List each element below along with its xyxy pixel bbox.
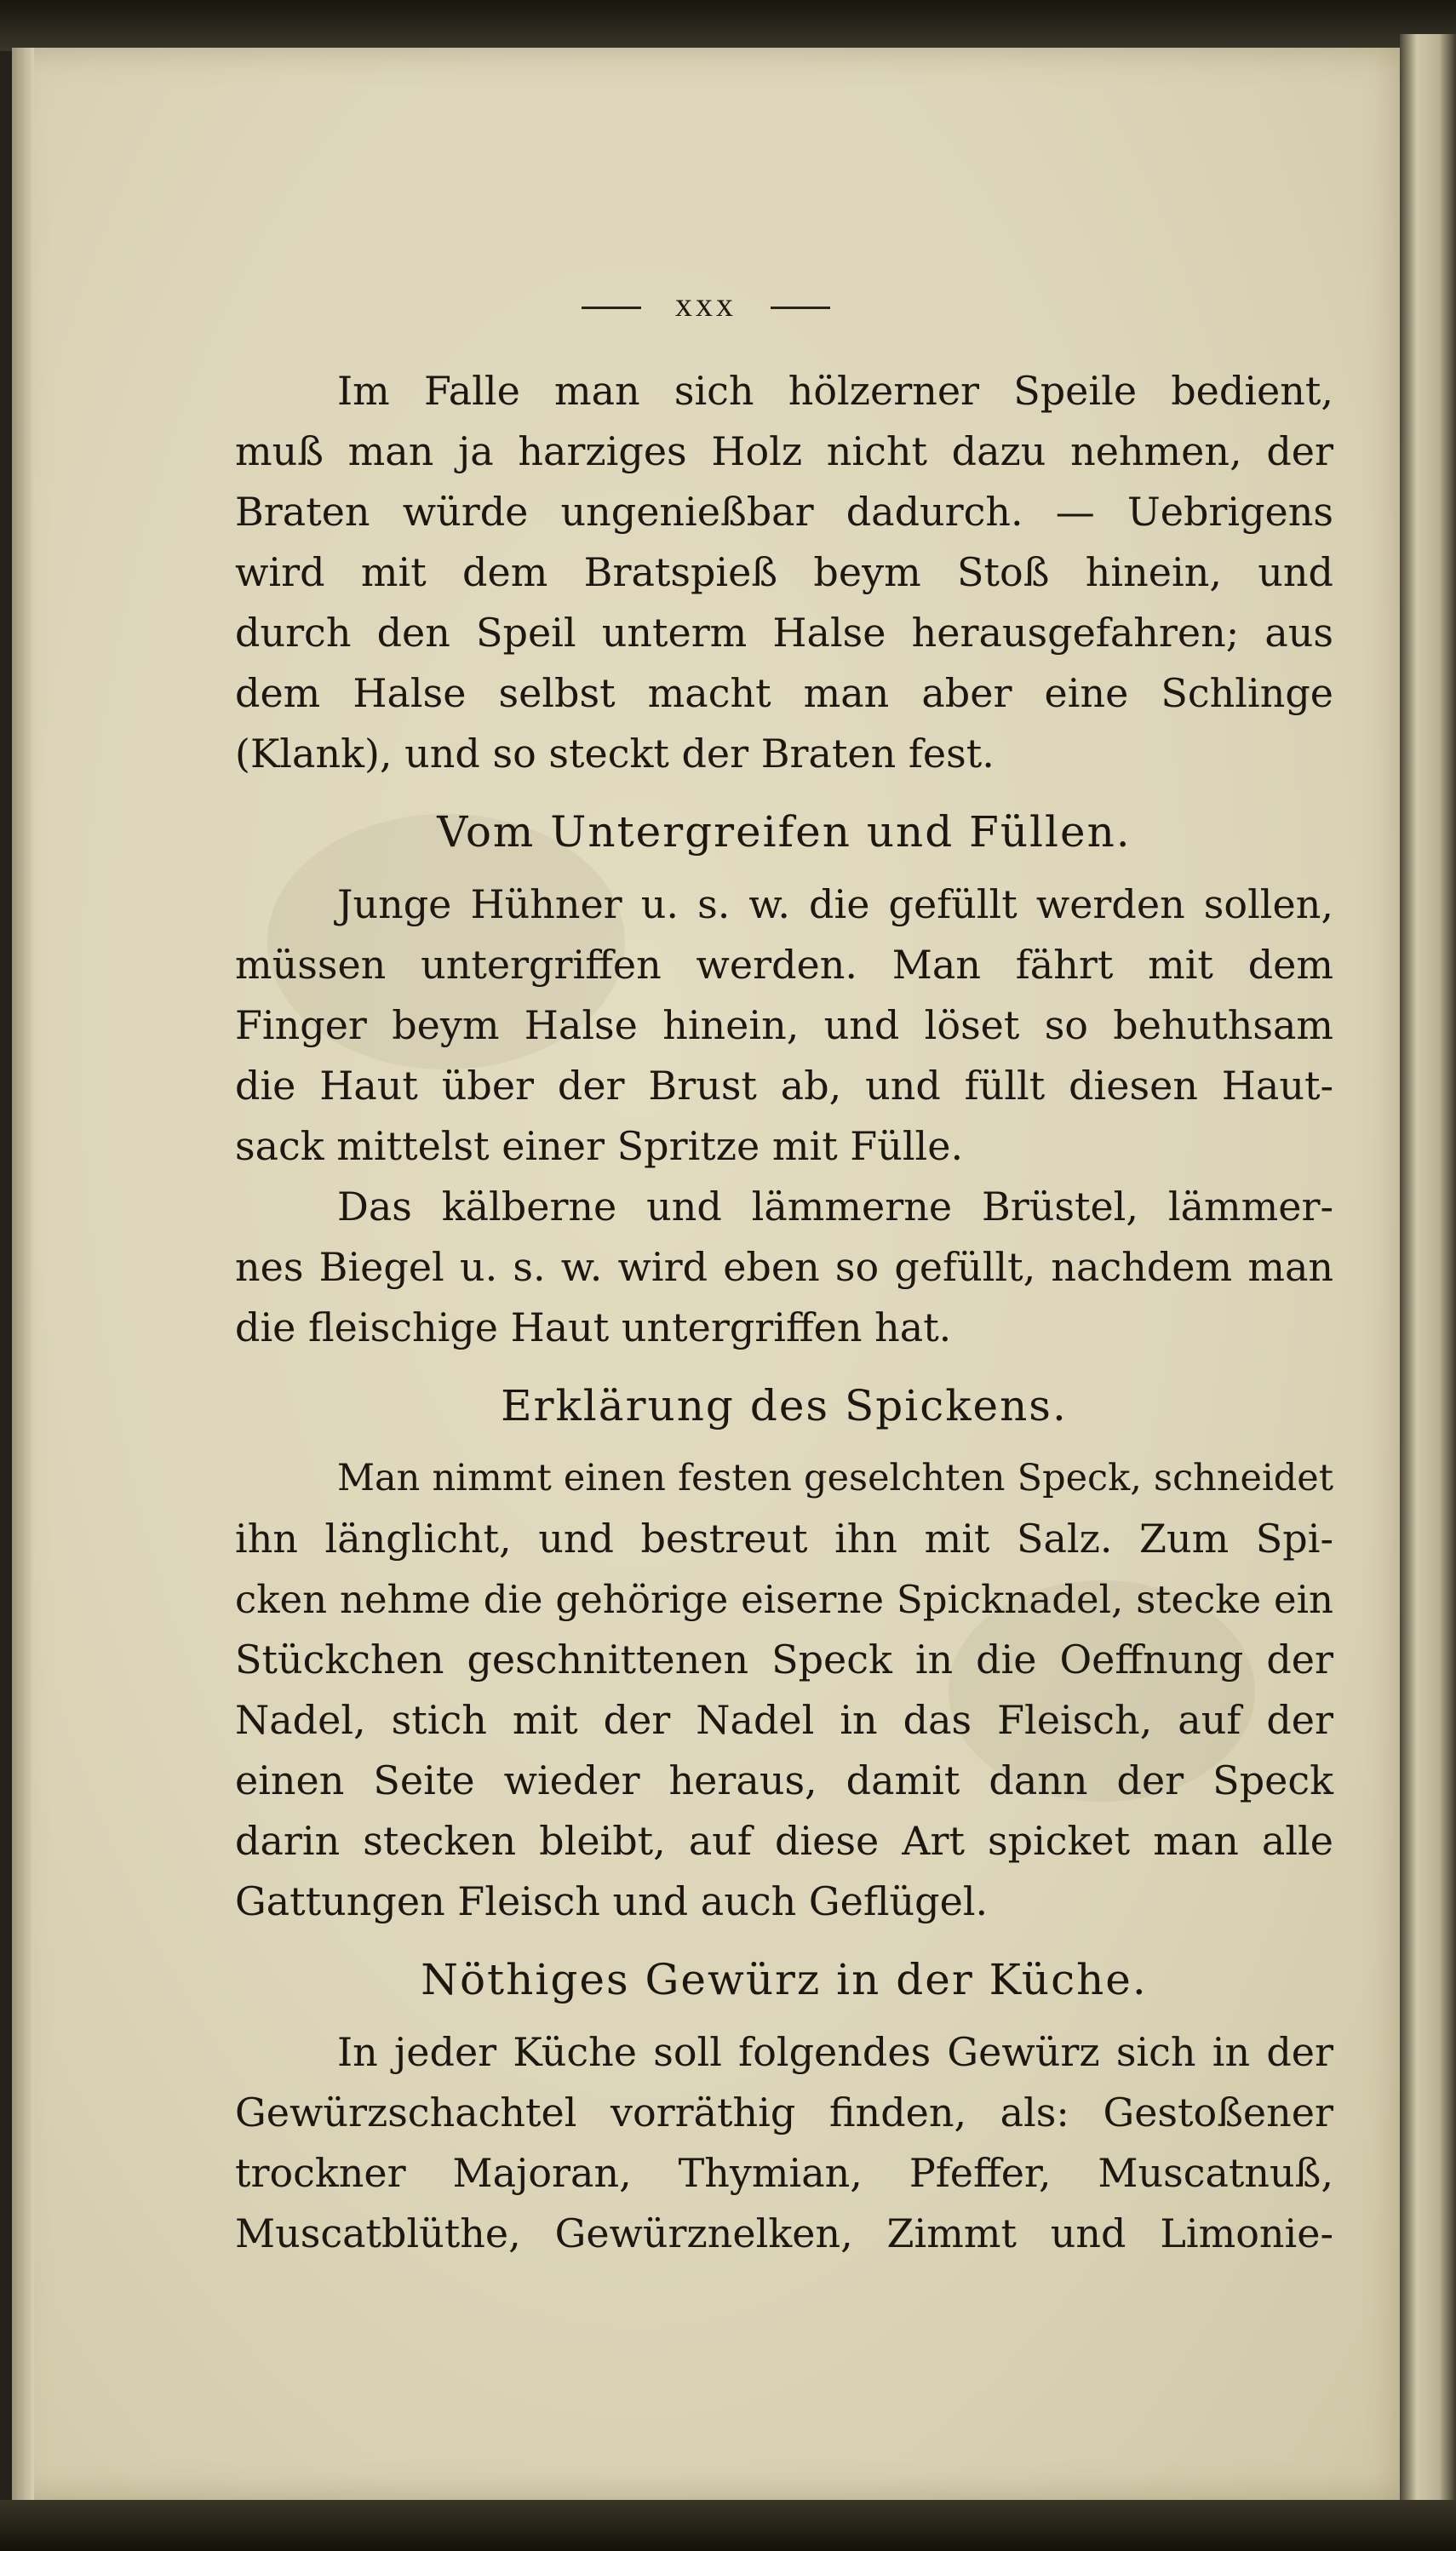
text-line: Stückchen geschnittenen Speck in die Oeffnung der <box>235 1637 1333 1683</box>
text-line: Junge Hühner u. s. w. die gefüllt werden sollen, <box>337 881 1333 927</box>
text-line: Gewürzschachtel vorräthig finden, als: Gestoßener <box>235 2090 1333 2135</box>
text-line: Muscatblüthe, Gewürznelken, Zimmt und Limonie- <box>235 2210 1333 2256</box>
text-line: (Klank), und so steckt der Braten fest. <box>235 731 995 777</box>
text-line: Das kälberne und lämmerne Brüstel, lämmer- <box>337 1184 1333 1230</box>
section-heading: Vom Untergreifen und Füllen. <box>437 807 1132 857</box>
text-line: wird mit dem Bratspieß beym Stoß hinein, und <box>235 549 1333 595</box>
text-line: cken nehme die gehörige eiserne Spicknadel, stecke ein <box>235 1577 1333 1622</box>
text-line: dem Halse selbst macht man aber eine Schlinge <box>235 670 1333 716</box>
paper-page <box>12 48 1400 2500</box>
text-line: durch den Speil unterm Halse herausgefahren; aus <box>235 610 1333 656</box>
text-line: Man nimmt einen festen geselchten Speck, schneidet <box>337 1457 1333 1499</box>
text-line: darin stecken bleibt, auf diese Art spicket man alle <box>235 1818 1333 1864</box>
text-line: Braten würde ungenießbar dadurch. — Uebrigens <box>235 489 1333 535</box>
text-line: die Haut über der Brust ab, und füllt diesen Haut- <box>235 1063 1333 1109</box>
text-line: die fleischige Haut untergriffen hat. <box>235 1304 952 1350</box>
text-line: nes Biegel u. s. w. wird eben so gefüllt, nachdem man <box>235 1244 1333 1290</box>
section-gewuerz <box>235 1940 1333 2264</box>
text-line: Nadel, stich mit der Nadel in das Fleisch, auf der <box>235 1697 1333 1743</box>
text-line: sack mittelst einer Spritze mit Fülle. <box>235 1123 964 1169</box>
right-ornament <box>771 307 830 309</box>
section-heading: Nöthiges Gewürz in der Küche. <box>421 1955 1148 2004</box>
text-line: Gattungen Fleisch und auch Geflügel. <box>235 1878 989 1924</box>
text-line: Im Falle man sich hölzerner Speile bedient, <box>337 368 1333 414</box>
text-line: trockner Majoran, Thymian, Pfeffer, Muscatnuß, <box>235 2150 1333 2196</box>
bottom-edge <box>0 2500 1456 2551</box>
text-line: In jeder Küche soll folgendes Gewürz sich in der <box>337 2029 1333 2075</box>
text-line: ihn länglicht, und bestreut ihn mit Salz. Zum Spi- <box>235 1516 1333 1562</box>
text-line: einen Seite wieder heraus, damit dann der Speck <box>235 1757 1333 1803</box>
binding-gutter <box>12 48 34 2500</box>
text-line: muß man ja harziges Holz nicht dazu nehmen, der <box>235 428 1333 474</box>
text-line: Finger beym Halse hinein, und löset so behuthsam <box>235 1002 1333 1048</box>
section-spicken <box>235 1367 1333 1932</box>
text-line: müssen untergriffen werden. Man fährt mit dem <box>235 942 1333 988</box>
section-spit-skewer <box>235 361 1333 784</box>
top-edge <box>0 0 1456 51</box>
body-text <box>235 361 1333 2264</box>
right-page-edge <box>1400 34 1456 2503</box>
section-untergreifen <box>235 793 1333 1358</box>
running-head <box>12 284 1400 324</box>
page-number: xxx <box>675 285 737 324</box>
section-heading: Erklärung des Spickens. <box>501 1381 1068 1430</box>
left-ornament <box>582 307 641 309</box>
